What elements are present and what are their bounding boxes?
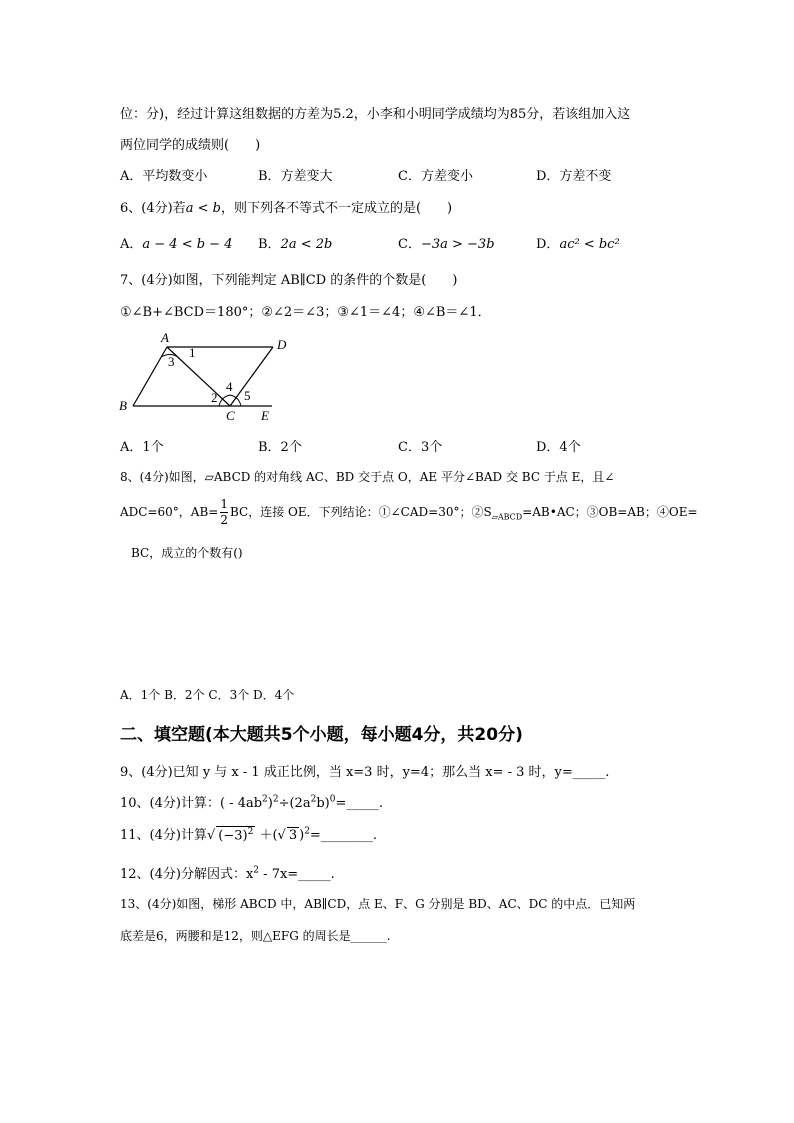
q8-options[interactable]: A．1个 B．2个 C．3个 D．4个 xyxy=(120,688,295,702)
q11-sup-2b: 2 xyxy=(304,826,310,837)
q6-suffix: ，则下列各不等式不一定成立的是( ) xyxy=(220,201,453,216)
radical-2: 3 xyxy=(288,828,298,843)
q6-lt: < xyxy=(193,201,213,216)
q5-option-c[interactable]: C．方差变小 xyxy=(398,169,473,184)
fraction-denominator: 2 xyxy=(220,513,228,527)
q10-part-f: =_____. xyxy=(335,796,383,811)
q5-option-a[interactable]: A．平均数变小 xyxy=(120,169,208,184)
q6-prefix: 6、(4分)若 xyxy=(120,201,186,216)
q7-option-a[interactable]: A．1个 xyxy=(120,440,164,455)
q5-option-d[interactable]: D．方差不变 xyxy=(536,169,612,184)
q8-line2-part-b: BC，连接 OE．下列结论：①∠CAD=30°；②S xyxy=(229,505,492,519)
q6-option-c-label: C． xyxy=(398,237,421,252)
q6-option-a-expr: a − 4 < b − 4 xyxy=(142,237,233,252)
label-a: A xyxy=(161,330,169,345)
angle-arc-c xyxy=(219,395,241,406)
q13-text-line1: 13、(4分)如图，梯形 ABCD 中，AB∥CD，点 E、F、G 分别是 BD、AC、DC 的中点．已知两 xyxy=(120,897,636,911)
q11-text: 11、(4分)计算√ $(-3)^2$ ＋(√ 3 )$^2$=________. xyxy=(120,826,377,843)
q10-sup-2b: 2 xyxy=(272,794,279,805)
q8-text-line3: BC，成立的个数有() xyxy=(131,546,243,560)
q10-part-c: ) xyxy=(267,796,273,811)
radical-1 xyxy=(216,826,255,843)
q7-figure xyxy=(110,328,300,428)
q7-option-d[interactable]: D．4个 xyxy=(536,440,581,455)
q6-option-a[interactable] xyxy=(120,233,232,252)
q6-option-a-label: A． xyxy=(120,237,143,252)
q8-line2-part-a: ADC=60°，AB= xyxy=(120,505,219,519)
label-angle-3: 3 xyxy=(168,354,175,369)
fraction-one-half xyxy=(220,497,228,528)
q8-text-line2 xyxy=(120,497,698,528)
radical-1-content: (−3) xyxy=(218,828,248,843)
label-d: D xyxy=(277,337,287,352)
label-e: E xyxy=(261,408,269,423)
q6-option-b-expr: 2a < 2b xyxy=(280,237,333,252)
q10-part-b: - 4ab xyxy=(225,796,263,811)
q7-stem: 7、(4分)如图，下列能判定 AB∥CD 的条件的个数是( ) xyxy=(120,273,458,288)
q9-text: 9、(4分)已知 y 与 x - 1 成正比例，当 x=3 时，y=4；那么当 x= - 3 时，y=_____. xyxy=(120,765,610,780)
q6-option-b-label: B． xyxy=(258,237,281,252)
area-subscript: ▱ABCD xyxy=(491,512,523,522)
q11-part-d: =________. xyxy=(309,828,377,843)
q11-part-b: ＋( xyxy=(259,828,278,843)
q6-stem xyxy=(120,197,452,216)
q10-sup-2c: 2 xyxy=(310,794,317,805)
fraction-numerator: 1 xyxy=(220,497,228,511)
q6-option-b[interactable] xyxy=(258,233,332,252)
q10-sup-2a: 2 xyxy=(262,794,268,805)
q7-option-c[interactable]: C．3个 xyxy=(398,440,443,455)
q12-sup-2: 2 xyxy=(253,865,260,876)
q10-part-a: 10、(4分)计算：( xyxy=(120,796,226,811)
q6-option-d-expr: ac² < bc² xyxy=(559,237,620,252)
q6-option-c[interactable] xyxy=(398,233,495,252)
q6-options xyxy=(120,233,680,253)
q11-part-a: 11、(4分)计算 xyxy=(120,828,207,843)
q8-line2-part-c: =AB•AC；③OB=AB；④OE= xyxy=(522,505,698,519)
q7-options xyxy=(120,436,680,456)
q12-part-a: 12、(4分)分解因式：x xyxy=(120,867,254,882)
q10-sup-0: 0 xyxy=(329,794,336,805)
q6-var-b: b xyxy=(212,201,221,216)
q7-conditions: ①∠B+∠BCD＝180°；②∠2＝∠3；③∠1＝∠4；④∠B＝∠1． xyxy=(120,305,491,320)
segment-cd xyxy=(230,347,273,406)
q6-var-a: a xyxy=(185,201,194,216)
q13-text-line2: 底差是6，两腰和是12，则△EFG 的周长是______. xyxy=(120,929,391,943)
q8-text-line1: 8、(4分)如图，▱ABCD 的对角线 AC、BD 交于点 O，AE 平分∠BAD 交 BC 于点 E，且∠ xyxy=(120,470,615,484)
q6-option-d[interactable] xyxy=(536,233,620,252)
section-2-heading: 二、填空题(本大题共5个小题，每小题4分，共20分) xyxy=(120,725,523,745)
q5-text-line1: 位：分)，经过计算这组数据的方差为5.2，小李和小明同学成绩均为85分，若该组加入这 xyxy=(120,107,631,122)
label-angle-1: 1 xyxy=(189,345,196,360)
q5-options xyxy=(120,165,680,185)
q7-option-b[interactable]: B．2个 xyxy=(258,440,302,455)
q6-option-c-expr: −3a > −3b xyxy=(420,237,495,252)
q11-sup-2a: 2 xyxy=(247,826,254,837)
segment-ab xyxy=(133,347,167,406)
label-c: C xyxy=(226,408,235,423)
label-angle-5: 5 xyxy=(244,388,251,403)
q6-option-d-label: D． xyxy=(536,237,560,252)
label-angle-4: 4 xyxy=(226,379,233,394)
q11-part-c: ) xyxy=(299,828,305,843)
label-angle-2: 2 xyxy=(211,390,218,405)
q5-option-b[interactable]: B．方差变大 xyxy=(258,169,333,184)
q10-text xyxy=(120,792,383,811)
q12-text xyxy=(120,863,335,882)
label-b: B xyxy=(119,398,127,413)
q10-part-d: ÷(2a xyxy=(278,796,311,811)
q10-part-e: b) xyxy=(316,796,330,811)
q5-text-line2: 两位同学的成绩则( ) xyxy=(120,138,261,153)
q12-part-b: - 7x=_____. xyxy=(259,867,335,882)
